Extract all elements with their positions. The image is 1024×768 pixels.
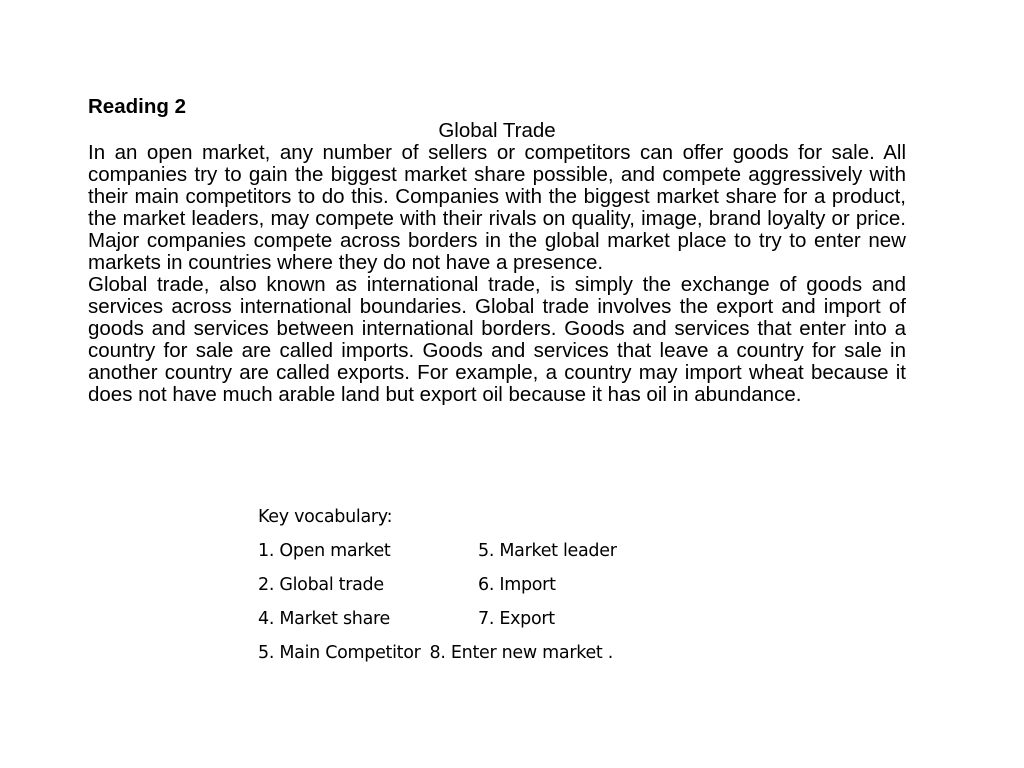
vocabulary-term: 8. Enter new market . <box>429 643 614 663</box>
vocabulary-term: 7. Export <box>478 609 555 629</box>
key-vocabulary <box>258 505 698 675</box>
vocabulary-heading: Key vocabulary: <box>258 507 393 527</box>
vocabulary-term: 4. Market share <box>258 609 390 629</box>
vocabulary-row <box>258 607 698 641</box>
vocabulary-row <box>258 573 698 607</box>
vocabulary-term: 1. Open market <box>258 541 391 561</box>
vocabulary-term: 5. Main Competitor <box>258 643 421 663</box>
vocabulary-term: 5. Market leader <box>478 541 617 561</box>
paragraph-global-trade: Global trade, also known as international trade, is simply the exchange of goods and services across international boundaries. Global trade involves the export and import of goods and services between international borders. Goods and services that enter into a country for sale are called imports. Goods and services that leave a country for sale in another country are called exports. For example, a country may import wheat because it does not have much arable land but export oil because it has oil in abundance. <box>88 273 906 406</box>
vocabulary-term: 2. Global trade <box>258 575 384 595</box>
vocabulary-row <box>258 641 698 675</box>
paragraph-open-market: In an open market, any number of sellers or competitors can offer goods for sale. All companies try to gain the biggest market share possible, and compete aggressively with their main competitors to do this. Companies with the biggest market share for a product, the market leaders, may compete with their rivals on quality, image, brand loyalty or price. Major companies compete across borders in the global market place to try to enter new markets in countries where they do not have a presence. <box>88 141 906 274</box>
reading-title: Global Trade <box>438 119 556 142</box>
vocabulary-term: 6. Import <box>478 575 556 595</box>
reading-label: Reading 2 <box>88 95 186 118</box>
reading-section <box>88 95 906 406</box>
vocabulary-row <box>258 539 698 573</box>
